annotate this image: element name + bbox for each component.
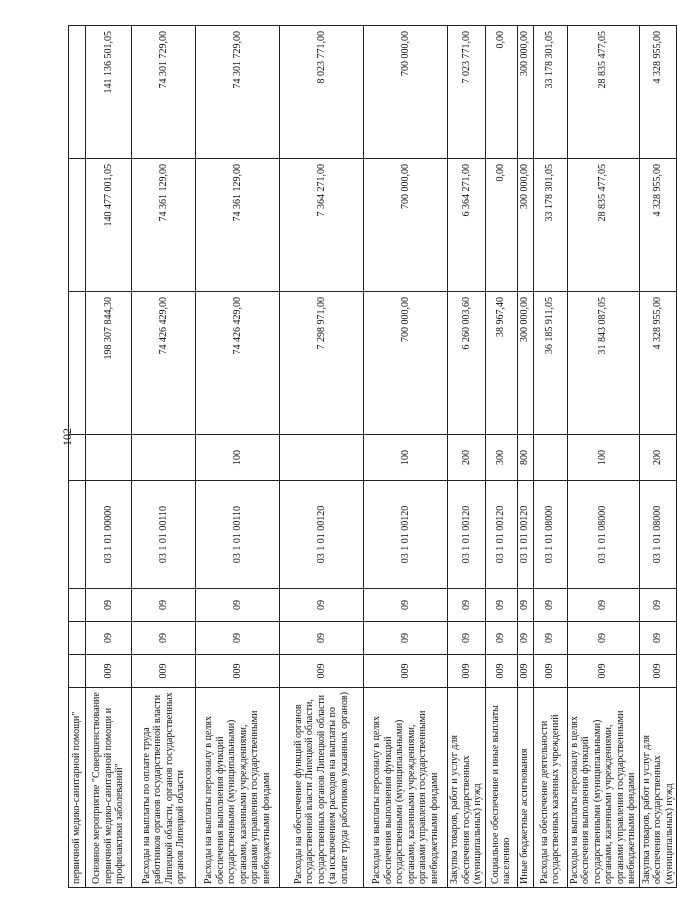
- cell-vr: [533, 435, 567, 481]
- cell-csr: [69, 481, 86, 589]
- cell-year3: 33 178 301,05: [533, 26, 567, 159]
- cell-rz: 09: [533, 622, 567, 655]
- cell-rz: 09: [567, 622, 639, 655]
- cell-pr: 09: [567, 589, 639, 622]
- cell-pr: 09: [639, 589, 677, 622]
- cell-rz: 09: [364, 622, 448, 655]
- row-name: Расходы на выплаты персоналу в целях обеспечения выполнения функций государственными (муниципальными) органами, казенными учреждениями, органами управления государственными внебюджетными фондами: [196, 688, 280, 888]
- cell-year2: 300 000,00: [517, 159, 533, 292]
- cell-csr: 03 1 01 00120: [448, 481, 486, 589]
- cell-vr: 200: [639, 435, 677, 481]
- cell-year3: 74 301 729,00: [132, 26, 196, 159]
- cell-kvsr: 009: [364, 655, 448, 688]
- budget-table-rotated: [68, 26, 675, 888]
- table-row: [132, 26, 196, 888]
- cell-kvsr: 009: [132, 655, 196, 688]
- cell-csr: 03 1 01 08000: [567, 481, 639, 589]
- cell-year3: 74 301 729,00: [196, 26, 280, 159]
- cell-year1: 6 260 003,60: [448, 292, 486, 435]
- table-row: [517, 26, 533, 888]
- row-name: Расходы на обеспечение функций органов государственной власти Липецкой области, государственных органов Липецкой области (за исключением расходов на выплаты по оплате труда работников указанных органов): [280, 688, 364, 888]
- cell-year2: 0,00: [485, 159, 517, 292]
- cell-year3: 0,00: [485, 26, 517, 159]
- cell-year1: 700 000,00: [364, 292, 448, 435]
- cell-csr: 03 1 01 08000: [639, 481, 677, 589]
- cell-year2: 7 364 271,00: [280, 159, 364, 292]
- cell-pr: 09: [280, 589, 364, 622]
- table-row: [567, 26, 639, 888]
- cell-csr: 03 1 01 00110: [196, 481, 280, 589]
- page-number: 102: [60, 428, 74, 446]
- cell-vr: 300: [485, 435, 517, 481]
- cell-year2: 700 000,00: [364, 159, 448, 292]
- cell-year1: 38 967,40: [485, 292, 517, 435]
- cell-year3: 4 328 955,00: [639, 26, 677, 159]
- cell-vr: 100: [196, 435, 280, 481]
- cell-year1: 4 328 955,00: [639, 292, 677, 435]
- cell-pr: 09: [86, 589, 132, 622]
- cell-rz: 09: [485, 622, 517, 655]
- cell-csr: 03 1 01 08000: [533, 481, 567, 589]
- row-name: Закупка товаров, работ и услуг для обеспечения государственных (муниципальных) нужд: [448, 688, 486, 888]
- cell-pr: [69, 589, 86, 622]
- table-row: [86, 26, 132, 888]
- cell-csr: 03 1 01 00120: [517, 481, 533, 589]
- cell-year3: 300 000,00: [517, 26, 533, 159]
- cell-year1: 7 298 971,00: [280, 292, 364, 435]
- cell-year1: [69, 292, 86, 435]
- table-row: [533, 26, 567, 888]
- cell-csr: 03 1 01 00120: [280, 481, 364, 589]
- cell-year1: 31 843 087,05: [567, 292, 639, 435]
- table-row: [485, 26, 517, 888]
- cell-rz: 09: [196, 622, 280, 655]
- cell-pr: 09: [533, 589, 567, 622]
- cell-pr: 09: [132, 589, 196, 622]
- cell-year3: 28 835 477,05: [567, 26, 639, 159]
- cell-rz: 09: [86, 622, 132, 655]
- cell-year3: 700 000,00: [364, 26, 448, 159]
- cell-vr: [132, 435, 196, 481]
- cell-pr: 09: [517, 589, 533, 622]
- cell-vr: [86, 435, 132, 481]
- table-row: [639, 26, 677, 888]
- row-name: Расходы на выплаты персоналу в целях обеспечения выполнения функций государственными (муниципальными) органами, казенными учреждениями, органами управления государственными внебюджетными фондами: [364, 688, 448, 888]
- cell-year2: 74 361 129,00: [132, 159, 196, 292]
- cell-year2: [69, 159, 86, 292]
- cell-kvsr: 009: [485, 655, 517, 688]
- cell-year1: 36 185 911,05: [533, 292, 567, 435]
- cell-year1: 198 307 844,30: [86, 292, 132, 435]
- cell-kvsr: 009: [448, 655, 486, 688]
- cell-year2: 140 477 001,05: [86, 159, 132, 292]
- cell-rz: 09: [517, 622, 533, 655]
- cell-pr: 09: [448, 589, 486, 622]
- cell-vr: [280, 435, 364, 481]
- row-name: Иные бюджетные ассигнования: [517, 688, 533, 888]
- cell-vr: [69, 435, 86, 481]
- cell-csr: 03 1 01 00120: [364, 481, 448, 589]
- cell-vr: 100: [364, 435, 448, 481]
- table-body: [69, 26, 677, 888]
- cell-kvsr: 009: [533, 655, 567, 688]
- cell-kvsr: 009: [639, 655, 677, 688]
- cell-year2: 4 328 955,00: [639, 159, 677, 292]
- cell-year1: 300 000,00: [517, 292, 533, 435]
- row-name: Расходы на выплаты персоналу в целях обеспечения выполнения функций государственными (муниципальными) органами, казенными учреждениями, органами управления государственными внебюджетными фондами: [567, 688, 639, 888]
- cell-year3: 7 023 771,00: [448, 26, 486, 159]
- row-name: первичной медико-санитарной помощи": [69, 688, 86, 888]
- cell-pr: 09: [364, 589, 448, 622]
- cell-year3: 141 136 501,05: [86, 26, 132, 159]
- cell-vr: 800: [517, 435, 533, 481]
- row-name: Закупка товаров, работ и услуг для обеспечения государственных (муниципальных) нужд: [639, 688, 677, 888]
- table-row: [280, 26, 364, 888]
- row-name: Социальное обеспечение и иные выплаты населению: [485, 688, 517, 888]
- budget-table: [68, 25, 677, 888]
- cell-kvsr: [69, 655, 86, 688]
- row-name: Расходы на обеспечение деятельности государственных казенных учреждений: [533, 688, 567, 888]
- cell-year2: 6 364 271,00: [448, 159, 486, 292]
- cell-year2: 28 835 477,05: [567, 159, 639, 292]
- cell-csr: 03 1 01 00000: [86, 481, 132, 589]
- cell-year2: 74 361 129,00: [196, 159, 280, 292]
- cell-rz: 09: [639, 622, 677, 655]
- cell-rz: [69, 622, 86, 655]
- cell-year3: 8 023 771,00: [280, 26, 364, 159]
- cell-kvsr: 009: [517, 655, 533, 688]
- cell-kvsr: 009: [280, 655, 364, 688]
- cell-rz: 09: [448, 622, 486, 655]
- cell-kvsr: 009: [86, 655, 132, 688]
- cell-csr: 03 1 01 00110: [132, 481, 196, 589]
- cell-year1: 74 426 429,00: [196, 292, 280, 435]
- cell-kvsr: 009: [196, 655, 280, 688]
- table-row: [196, 26, 280, 888]
- cell-rz: 09: [280, 622, 364, 655]
- cell-rz: 09: [132, 622, 196, 655]
- cell-year1: 74 426 429,00: [132, 292, 196, 435]
- cell-csr: 03 1 01 00120: [485, 481, 517, 589]
- cell-vr: 100: [567, 435, 639, 481]
- table-row: [448, 26, 486, 888]
- cell-year2: 33 178 301,05: [533, 159, 567, 292]
- cell-kvsr: 009: [567, 655, 639, 688]
- table-row: [69, 26, 86, 888]
- row-name: Основное мероприятие "Совершенствование первичной медико-санитарной помощи и профилактики заболеваний": [86, 688, 132, 888]
- table-row: [364, 26, 448, 888]
- cell-pr: 09: [196, 589, 280, 622]
- row-name: Расходы на выплаты по оплате труда работников органов государственной власти Липецкой области, органов государственных органов Липецкой области: [132, 688, 196, 888]
- cell-vr: 200: [448, 435, 486, 481]
- cell-pr: 09: [485, 589, 517, 622]
- cell-year3: [69, 26, 86, 159]
